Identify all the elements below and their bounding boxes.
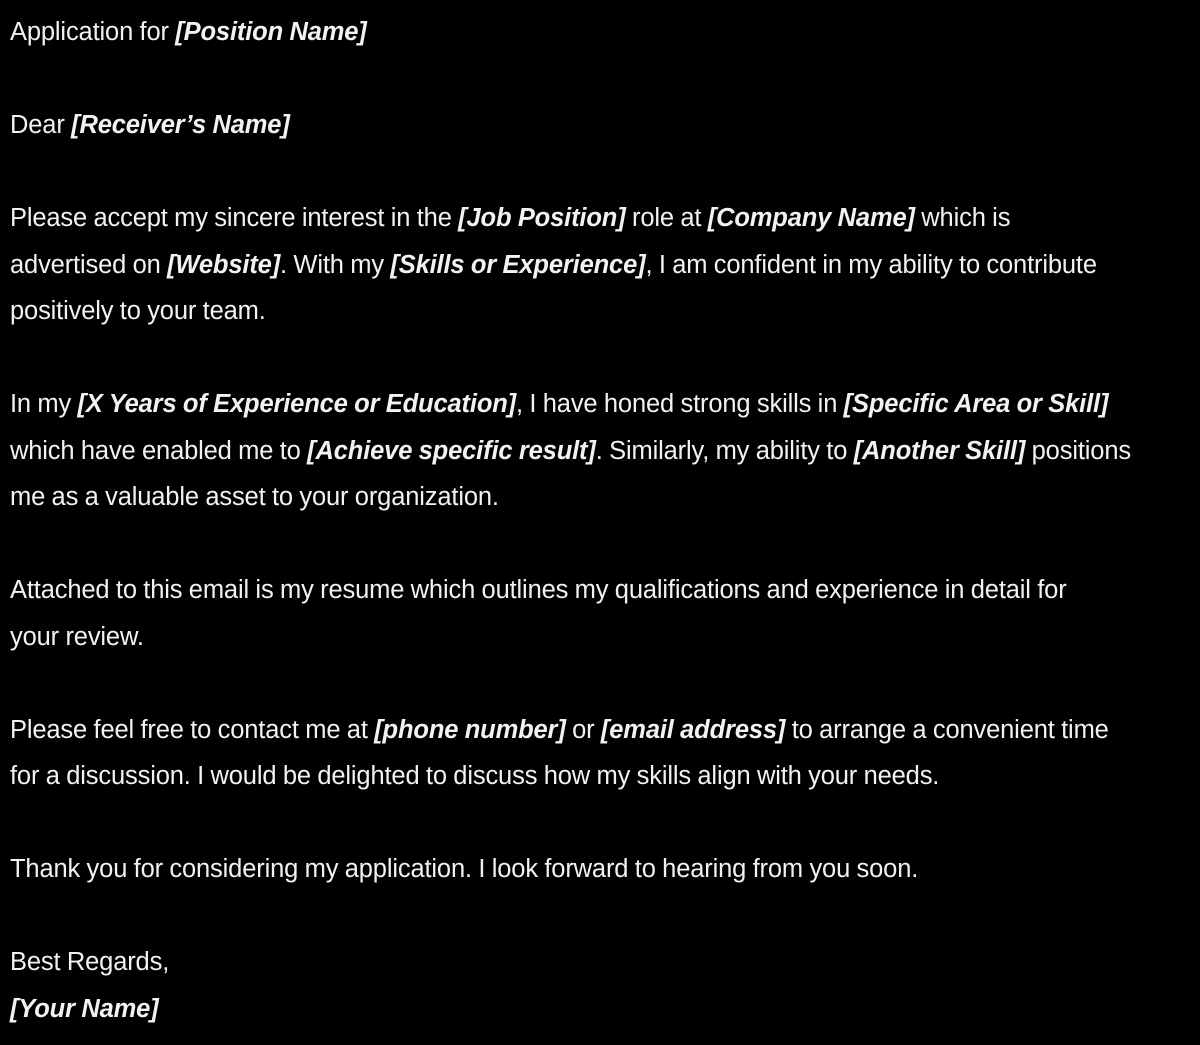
paragraph-line xyxy=(10,195,1200,242)
text-run: to arrange a convenient time xyxy=(785,715,1109,744)
paragraph-contact xyxy=(10,707,1200,800)
spacer xyxy=(10,335,1200,382)
paragraph-line: your review. xyxy=(10,622,144,651)
skills-placeholder: [Skills or Experience] xyxy=(390,250,646,279)
paragraph-line xyxy=(10,381,1200,428)
spacer xyxy=(10,56,1200,103)
text-run: advertised on xyxy=(10,250,168,279)
text-run: , I am confident in my ability to contribute xyxy=(645,250,1097,279)
closing-block xyxy=(10,939,1200,1032)
years-experience-placeholder: [X Years of Experience or Education] xyxy=(77,390,517,418)
sign-off: Best Regards, xyxy=(10,948,170,976)
company-name-placeholder: [Company Name] xyxy=(707,204,915,232)
paragraph-line xyxy=(10,428,1200,475)
spacer xyxy=(10,660,1200,707)
text-run: which is xyxy=(914,204,1011,232)
paragraph-thanks xyxy=(10,846,1200,893)
phone-number-placeholder: [phone number] xyxy=(374,715,566,744)
paragraph-line: Thank you for considering my application. I look forward to hearing from you soon. xyxy=(10,855,919,883)
spacer xyxy=(10,521,1200,568)
text-run: Please accept my sincere interest in the xyxy=(10,204,459,232)
subject-line xyxy=(10,9,1200,56)
spacer xyxy=(10,149,1200,196)
specific-result-placeholder: [Achieve specific result] xyxy=(307,436,596,465)
another-skill-placeholder: [Another Skill] xyxy=(853,436,1026,465)
text-run: role at xyxy=(625,204,708,232)
job-position-placeholder: [Job Position] xyxy=(458,204,626,232)
paragraph-line: Attached to this email is my resume which outlines my qualifications and experience in detail for xyxy=(10,576,1067,604)
paragraph-interest xyxy=(10,195,1200,335)
subject-prefix: Application for xyxy=(10,18,176,46)
text-run: or xyxy=(565,715,601,744)
text-run: which have enabled me to xyxy=(10,436,308,465)
salutation-prefix: Dear xyxy=(10,111,72,139)
text-run: Please feel free to contact me at xyxy=(10,715,375,744)
text-run: , I have honed strong skills in xyxy=(516,390,844,418)
text-run: In my xyxy=(10,390,78,418)
position-name-placeholder: [Position Name] xyxy=(175,18,367,46)
paragraph-line: positively to your team. xyxy=(10,297,266,325)
paragraph-line xyxy=(10,707,1200,754)
paragraph-attachment xyxy=(10,567,1200,660)
text-run: . Similarly, my ability to xyxy=(595,436,854,465)
text-run: positions xyxy=(1025,436,1131,465)
paragraph-line xyxy=(10,242,1200,289)
email-address-placeholder: [email address] xyxy=(600,715,786,744)
website-placeholder: [Website] xyxy=(167,250,281,279)
salutation-line xyxy=(10,102,1200,149)
your-name-placeholder: [Your Name] xyxy=(10,994,159,1023)
paragraph-experience xyxy=(10,381,1200,521)
specific-area-placeholder: [Specific Area or Skill] xyxy=(843,390,1109,418)
spacer xyxy=(10,800,1200,847)
text-run: . With my xyxy=(280,250,391,279)
spacer xyxy=(10,893,1200,940)
letter-document xyxy=(10,9,1200,1032)
paragraph-line: for a discussion. I would be delighted to discuss how my skills align with your needs. xyxy=(10,762,940,790)
receiver-name-placeholder: [Receiver’s Name] xyxy=(71,111,290,139)
paragraph-line: me as a valuable asset to your organization. xyxy=(10,483,499,511)
